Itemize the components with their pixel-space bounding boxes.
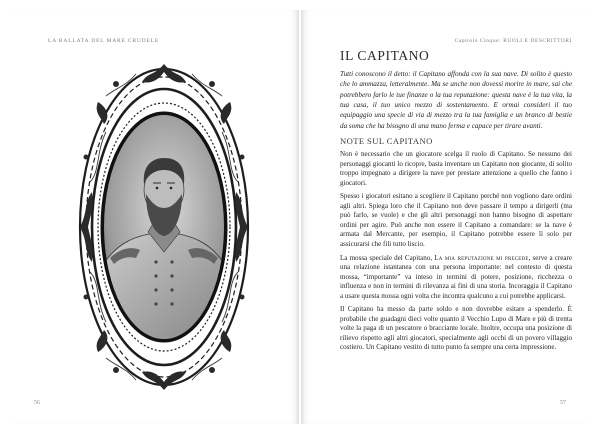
chapter-content [340,48,572,357]
body-paragraph: Il Capitano ha messo da parte soldo e non dovrebbe esitare a spenderlo. È probabile che guadagni dieci volte quanto il Vecchio Lupo di Mare e più di trenta volte la paga di un pescatore o bracciante locale. Inoltre, occupa una posizione di rilievo rispetto agli altri giocatori, specialmente agli occhi di un povero villaggio costiero. Un Capitano vestito di tutto punto fa sempre una certa impressione. [340,305,572,352]
left-page [14,10,299,424]
body-paragraph: Spesso i giocatori esitano a scegliere il Capitano perché non vogliono dare ordini agli altri. Spiega loro che il Capitano non deve passare il tempo a dirigerli (ma può farlo, se vuole) e che gli altri personaggi non hanno bisogno di aspettare ordini per agire. Può anche non essere il Capitano a comandare: se la nave è armata dal Mercante, per esempio, il Capitano potrebbe essere lì solo per assicurarsi che fili tutto liscio. [340,192,572,248]
body-paragraph: Non è necessario che un giocatore scelga il ruolo di Capitano. Se nessuno dei personaggi giocanti lo ricopre, basta inventare un Capitano non giocante, di solito troppo impegnato a dirigere la nave per prestare attenzione a quello che fanno i giocatori. [340,150,572,187]
move-name: La mia reputazione mi precede [434,253,529,262]
intro-paragraph: Tutti conoscono il detto: il Capitano affonda con la sua nave. Di solito è questo che lo ammazza, letteralmente. Ma se anche non dovessi morire in mare, sai che potrebbero farlo le tue finanze o la tua reputazione: questa nave è la tua vita, la tua casa, il tuo unico mezzo di sostentamento. E ormai consideri il tuo equipaggio una specie di via di mezzo tra la tua famiglia e un branco di bestie da soma che ha bisogno di una mano ferma e capace per tirare avanti. [340,70,572,130]
captain-portrait-illustration [76,62,252,392]
paragraph-text-end: , serve a creare una relazione istantanea con una persona importante: nel contesto di questa mossa, “importante” va inteso in termini di potere, posizione, ricchezza o influenza e non in termini di rilevanza ai fini di una storia. Incoraggia il Capitano a usare questa mossa ogni volta che incontra qualcuno a cui potrebbe applicarsi. [340,253,573,300]
page-number-right: 57 [560,400,566,406]
running-head-right: Capitolo Cinque: RUOLI E DESCRITTORI [454,38,572,44]
section-subtitle: NOTE SUL CAPITANO [340,136,433,147]
right-page [301,10,586,424]
running-head-left: LA BALLATA DEL MARE CRUDELE [48,38,160,44]
page-number-left: 56 [34,400,40,406]
section-title: IL CAPITANO [340,48,430,63]
body-paragraph [340,254,572,302]
paragraph-text-start: La mossa speciale del Capitano, [340,253,435,262]
